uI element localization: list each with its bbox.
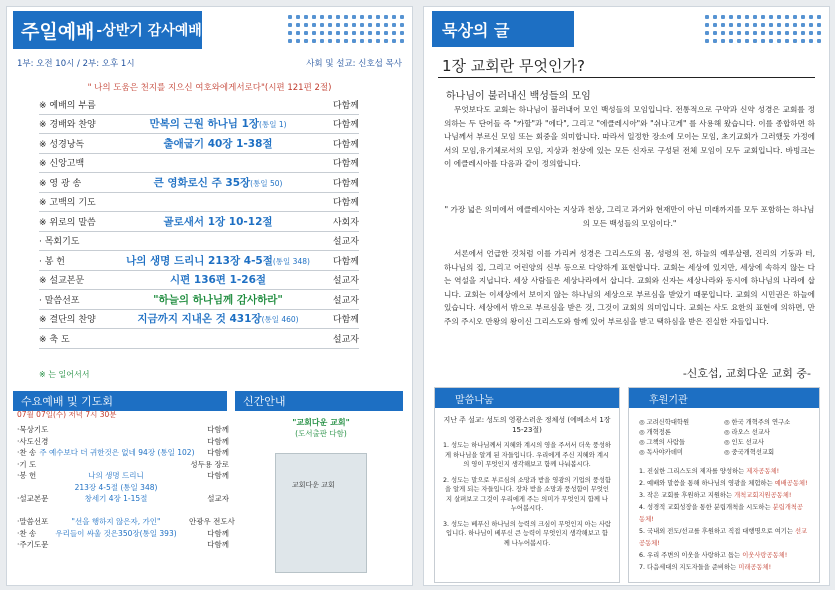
organization-item: ◎ 한국 개혁주의 연구소 xyxy=(724,418,809,428)
worship-order-row xyxy=(39,329,359,349)
midweek-row xyxy=(17,493,229,505)
midweek-item-name: ·찬 송 xyxy=(17,528,37,538)
order-item-name: ※ 영 광 송 xyxy=(39,178,82,189)
order-item-leader: 설교자 xyxy=(332,334,359,345)
order-item-text: 만복의 근원 하나님 1장 xyxy=(149,118,260,131)
organization-item: ◎ 중국개혁선교회 xyxy=(724,448,809,458)
order-item-name: ※ 성경낭독 xyxy=(39,139,85,150)
midweek-item-content: 213장 4-5절 (통일 348) xyxy=(74,482,158,492)
vision-item xyxy=(639,490,809,502)
worship-header xyxy=(13,11,202,49)
meditation-subtitle: 하나님이 불러내신 백성들의 모임 xyxy=(446,91,591,102)
worship-order-row xyxy=(39,134,359,154)
meditation-quote: " 가장 넓은 의미에서 에클레시아는 지상과 천상, 그리고 과거와 현재만이 아닌 미래까지를 모두 포함하는 하나님의 모든 백성들의 모임이다." xyxy=(444,205,815,228)
order-item-name: ※ 경배와 찬양 xyxy=(39,120,96,131)
midweek-row xyxy=(17,424,229,436)
midweek-item-content: 창세기 4장 1-15절 xyxy=(84,494,148,504)
meditation-title: 1장 교회란 무엇인가? xyxy=(442,57,585,75)
midweek-row xyxy=(17,447,229,459)
vision-item xyxy=(639,550,809,562)
title-divider xyxy=(438,77,815,78)
midweek-row xyxy=(17,470,229,482)
worship-order-row xyxy=(39,251,359,271)
sharing-title: 말씀나눔 xyxy=(435,388,619,408)
service-times: 1부: 오전 10시 / 2부: 오후 1시 xyxy=(17,59,135,69)
vision-item xyxy=(639,526,809,550)
meditation-signature: -신호섭, 교회다운 교회 중- xyxy=(682,367,811,380)
midweek-item-name: ·주기도문 xyxy=(17,540,49,550)
standing-note: ※ 는 일어서서 xyxy=(39,370,90,379)
worship-order-row xyxy=(39,154,359,174)
order-item-ref: (통일 1) xyxy=(259,120,287,130)
midweek-section-title: 수요예배 및 기도회 xyxy=(13,391,227,411)
order-item-name: ※ 결단의 찬양 xyxy=(39,315,96,326)
bulletin-right-page xyxy=(423,6,830,586)
order-item-content xyxy=(117,311,319,326)
vision-highlight: 개척교회지원공동체! xyxy=(734,492,792,499)
vision-item xyxy=(639,466,809,478)
theme-verse: " 나의 도움은 천지를 지으신 여호와에게서로다"(시편 121편 2절) xyxy=(87,83,332,93)
service-meta xyxy=(17,57,402,69)
midweek-item-content: 주 예수보다 더 귀한것은 없네 94장 (통일 102) xyxy=(39,448,195,458)
vision-text: 6. 우리 주변의 이웃을 사랑하고 돕는 xyxy=(639,552,743,559)
vision-item xyxy=(639,562,809,574)
order-of-worship xyxy=(39,95,359,349)
organization-item: ◎ 고려신학대학원 xyxy=(639,418,724,428)
sermon-sharing-box xyxy=(434,387,620,583)
worship-order-row xyxy=(39,310,359,330)
worship-order-row xyxy=(39,95,359,115)
midweek-item-leader: 다함께 xyxy=(207,528,229,538)
vision-text: 7. 다음세대의 지도자들을 준비하는 xyxy=(639,564,739,571)
order-item-text: 지금까지 지내온 것 431장 xyxy=(137,313,262,326)
order-item-text: "하늘의 하나님께 감사하라" xyxy=(153,293,283,306)
order-item-name: ※ 예배의 부름 xyxy=(39,100,96,111)
order-item-name: ※ 축 도 xyxy=(39,334,70,345)
vision-text: 3. 작은 교회를 후원하고 지원하는 xyxy=(639,492,735,499)
meditation-paragraph-1: 무엇보다도 교회는 하나님이 불러내어 모인 백성들의 모임입니다. 전통적으로 구약과 신약 성경은 교회를 정의하는 두 단어들 즉 "카할"과 "에다", 그리고 "에클레시아"와 "쉬나고게" 를 사용해 왔습니다. 이를 종합하면 하나님께서 부르신 모임 또는 회중을 의미합니다. 따라서 일정한 장소에 모이는 모임, 초기교회가 그러했듯 가정에서의 모임,유기체로서의 모임, 지상과 천상에 있는 모든 신자로 구성된 전체 모임이 모두 교회입니다. 바빙크는 이 에클레시아를 다음과 같이 정의합니다. xyxy=(444,105,815,168)
organization-item: ◎ 그책의 사람들 xyxy=(639,438,724,448)
order-item-leader: 다함께 xyxy=(332,139,359,150)
midweek-item-name: ·묵상기도 xyxy=(17,425,49,435)
order-item-ref: (통일 50) xyxy=(250,178,283,188)
vision-text: 2. 예배와 말씀을 통해 하나님의 영광을 체험하는 xyxy=(639,480,775,487)
organization-item: ◎ 개혁정론 xyxy=(639,428,724,438)
bulletin-left-page xyxy=(6,6,413,586)
order-item-text: 큰 영화로신 주 35장 xyxy=(153,176,251,189)
midweek-item-content: "선을 행하지 않은자, 가인" xyxy=(71,517,161,527)
sharing-heading: 지난 주 설교: 성도의 영광스러운 정체성 (에베소서 1장 15-23절) xyxy=(443,416,611,434)
vision-item xyxy=(639,478,809,490)
order-item-text: 골로새서 1장 10-12절 xyxy=(163,215,273,228)
church-vision-list xyxy=(629,462,819,578)
midweek-date: 07월 07일(수) 저녁 7시 30분 xyxy=(17,410,117,419)
order-item-content xyxy=(117,116,319,131)
organization-item: ◎ 라오스 선교사 xyxy=(724,428,809,438)
midweek-item-name: ·설교본문 xyxy=(17,494,49,504)
worship-order-row xyxy=(39,193,359,213)
midweek-row xyxy=(17,516,235,528)
vision-highlight: 제자공동체! xyxy=(746,468,780,475)
order-item-leader: 다함께 xyxy=(332,120,359,131)
header-subtitle: -상반기 감사예배 xyxy=(96,23,202,39)
worship-order-row xyxy=(39,232,359,252)
sharing-question: 1. 성도는 하나님께서 지혜와 계시의 영을 주셔서 더욱 풍성하게 하나님을 알게 된 자들입니다. 우리에게 주신 지혜와 계시의 영이 무엇인지 생각해보고 함께 나눠봅시다. xyxy=(443,442,612,468)
order-item-name: · 목회기도 xyxy=(39,237,80,248)
preacher-info: 사회 및 설교: 신호섭 목사 xyxy=(306,59,402,69)
order-item-leader: 설교자 xyxy=(332,276,359,287)
midweek-item-leader: 안광우 전도사 xyxy=(189,517,235,527)
vision-highlight: 이웃사랑공동체! xyxy=(742,552,788,559)
order-item-text: 나의 생명 드리니 213장 4-5절 xyxy=(126,254,273,267)
header-title: 주일예배 xyxy=(21,20,95,43)
book-title: "교회다운 교회" xyxy=(292,418,350,427)
midweek-row xyxy=(17,505,229,517)
midweek-service xyxy=(17,409,235,551)
vision-text: 1. 진실한 그리스도의 제자를 양성하는 xyxy=(639,468,747,475)
order-item-leader: 설교자 xyxy=(332,295,359,306)
order-item-ref: (통일 460) xyxy=(261,315,299,325)
midweek-item-leader: 다함께 xyxy=(207,471,229,481)
midweek-item-content: 우리들이 싸울 것은350장(통일 393) xyxy=(55,528,177,538)
book-cover-image xyxy=(275,453,367,573)
order-item-name: · 말씀선포 xyxy=(39,295,80,306)
midweek-row xyxy=(17,436,229,448)
vision-text: 4. 성경적 교회성장을 통한 분립개척을 시도하는 xyxy=(639,504,773,511)
order-item-content xyxy=(117,253,319,268)
support-title: 후원기관 xyxy=(629,388,819,408)
worship-order-row xyxy=(39,173,359,193)
book-cover-text: 교회다운 교회 xyxy=(292,481,335,489)
vision-highlight: 분립개척공동체! xyxy=(639,504,804,523)
midweek-item-name: ·사도신경 xyxy=(17,436,49,446)
order-item-content xyxy=(117,292,319,307)
order-item-name: · 봉 헌 xyxy=(39,256,65,267)
order-item-leader: 다함께 xyxy=(332,256,359,267)
organization-item: ◎ 인도 선교사 xyxy=(724,438,809,448)
order-item-ref: (통일 348) xyxy=(272,256,310,266)
vision-highlight: 미래공동체! xyxy=(738,564,772,571)
midweek-item-leader: 다함께 xyxy=(207,540,229,550)
vision-highlight: 예배공동체! xyxy=(774,480,808,487)
dot-pattern-decoration xyxy=(703,13,823,47)
vision-text: 5. 국내외 전도/선교를 후원하고 직접 대행명으로 여기는 xyxy=(639,528,795,535)
order-item-name: ※ 신앙고백 xyxy=(39,159,85,170)
order-item-leader: 다함께 xyxy=(332,315,359,326)
midweek-item-name: ·말씀선포 xyxy=(17,517,49,527)
book-publisher: (도서출판 다함) xyxy=(295,429,347,438)
supported-organizations xyxy=(629,408,819,462)
midweek-item-name: ·봉 헌 xyxy=(17,471,37,481)
order-item-text: 시편 136편 1-26절 xyxy=(169,274,267,287)
worship-order-row xyxy=(39,212,359,232)
midweek-item-name: ·기 도 xyxy=(17,459,37,469)
midweek-row xyxy=(17,459,229,471)
sharing-question: 3. 성도는 베푸신 하나님의 능력의 크심이 무엇인지 아는 사람입니다. 하나님이 베푸신 큰 능력이 무엇인지 생각해보고 함께 나누어봅시다. xyxy=(443,520,612,547)
order-item-content xyxy=(117,272,319,287)
vision-highlight: 선교공동체! xyxy=(639,528,808,547)
sharing-question: 2. 성도는 말으로 부르심의 소망과 받을 영광의 기업의 풍성함을 알게 되는 자들입니다. 장차 받을 소망과 풍성함이 무엇인지 살펴보고 그것이 우리에게 주는 의미가 무엇인지 함께 나누어봅시다. xyxy=(443,476,612,512)
order-item-leader: 다함께 xyxy=(332,159,359,170)
order-item-leader: 사회자 xyxy=(332,217,359,228)
midweek-item-content: 나의 생명 드리니 xyxy=(88,471,144,481)
meditation-header: 묵상의 글 xyxy=(432,11,574,47)
order-item-name: ※ 고백의 기도 xyxy=(39,198,96,209)
midweek-item-leader: 성두용 장로 xyxy=(190,459,229,469)
order-item-content xyxy=(117,175,319,190)
order-item-content xyxy=(117,214,319,229)
supporters-box xyxy=(628,387,820,583)
midweek-item-leader: 다함께 xyxy=(207,448,229,458)
midweek-row xyxy=(17,482,229,494)
dot-pattern-decoration xyxy=(286,13,406,47)
order-item-content xyxy=(117,136,319,151)
order-item-name: ※ 설교본문 xyxy=(39,276,85,287)
meditation-paragraph-2: 서론에서 언급한 것처럼 이를 가리켜 성경은 그리스도의 몸, 성령의 전, 하늘의 예루살렘, 진리의 기둥과 터, 하나님의 집, 그리고 어린양의 신부 등으로 다양하게 표현합니다. 교회는 세상에 있지만, 세상에 속하지 않는 다는 역설을 지닙니다. 세상 사람들은 세상나라에서 삽니다. 교회와 신자는 세상나라와 동시에 하나님의 나라에 삽니다. 교회는 이세상에서 보이지 않는 하나님의 세상으로 부르심을 받았기 때문입니다. 교회의 시민권은 하늘에 있습니다. 세상에서 밖으로 부르심을 받은 것, 그것이 교회의 의미입니다. 교회는 사도 요한의 표현에 의하면, 만주의 주시오 만왕의 왕이신 그리스도와 함께 있어 부르심을 받고 택하심을 받은 진실한 자들입니다. xyxy=(444,249,815,326)
worship-order-row xyxy=(39,271,359,291)
midweek-item-name: ·찬 송 xyxy=(17,448,37,458)
organization-item: ◎ 독사야카데미 xyxy=(639,448,724,458)
order-item-leader: 다함께 xyxy=(332,100,359,111)
order-item-leader: 설교자 xyxy=(332,237,359,248)
worship-order-row xyxy=(39,290,359,310)
order-item-leader: 다함께 xyxy=(332,198,359,209)
order-item-text: 출애굽기 40장 1-38절 xyxy=(163,137,273,150)
order-item-name: ※ 위로의 말씀 xyxy=(39,217,96,228)
worship-order-row xyxy=(39,115,359,135)
book-announcement xyxy=(239,417,403,573)
midweek-row xyxy=(17,539,229,551)
new-book-section-title: 신간안내 xyxy=(235,391,403,411)
order-item-leader: 다함께 xyxy=(332,178,359,189)
midweek-item-leader: 설교자 xyxy=(207,494,229,504)
vision-item xyxy=(639,502,809,526)
midweek-item-leader: 다함께 xyxy=(207,436,229,446)
midweek-row xyxy=(17,528,229,540)
midweek-item-leader: 다함께 xyxy=(207,425,229,435)
